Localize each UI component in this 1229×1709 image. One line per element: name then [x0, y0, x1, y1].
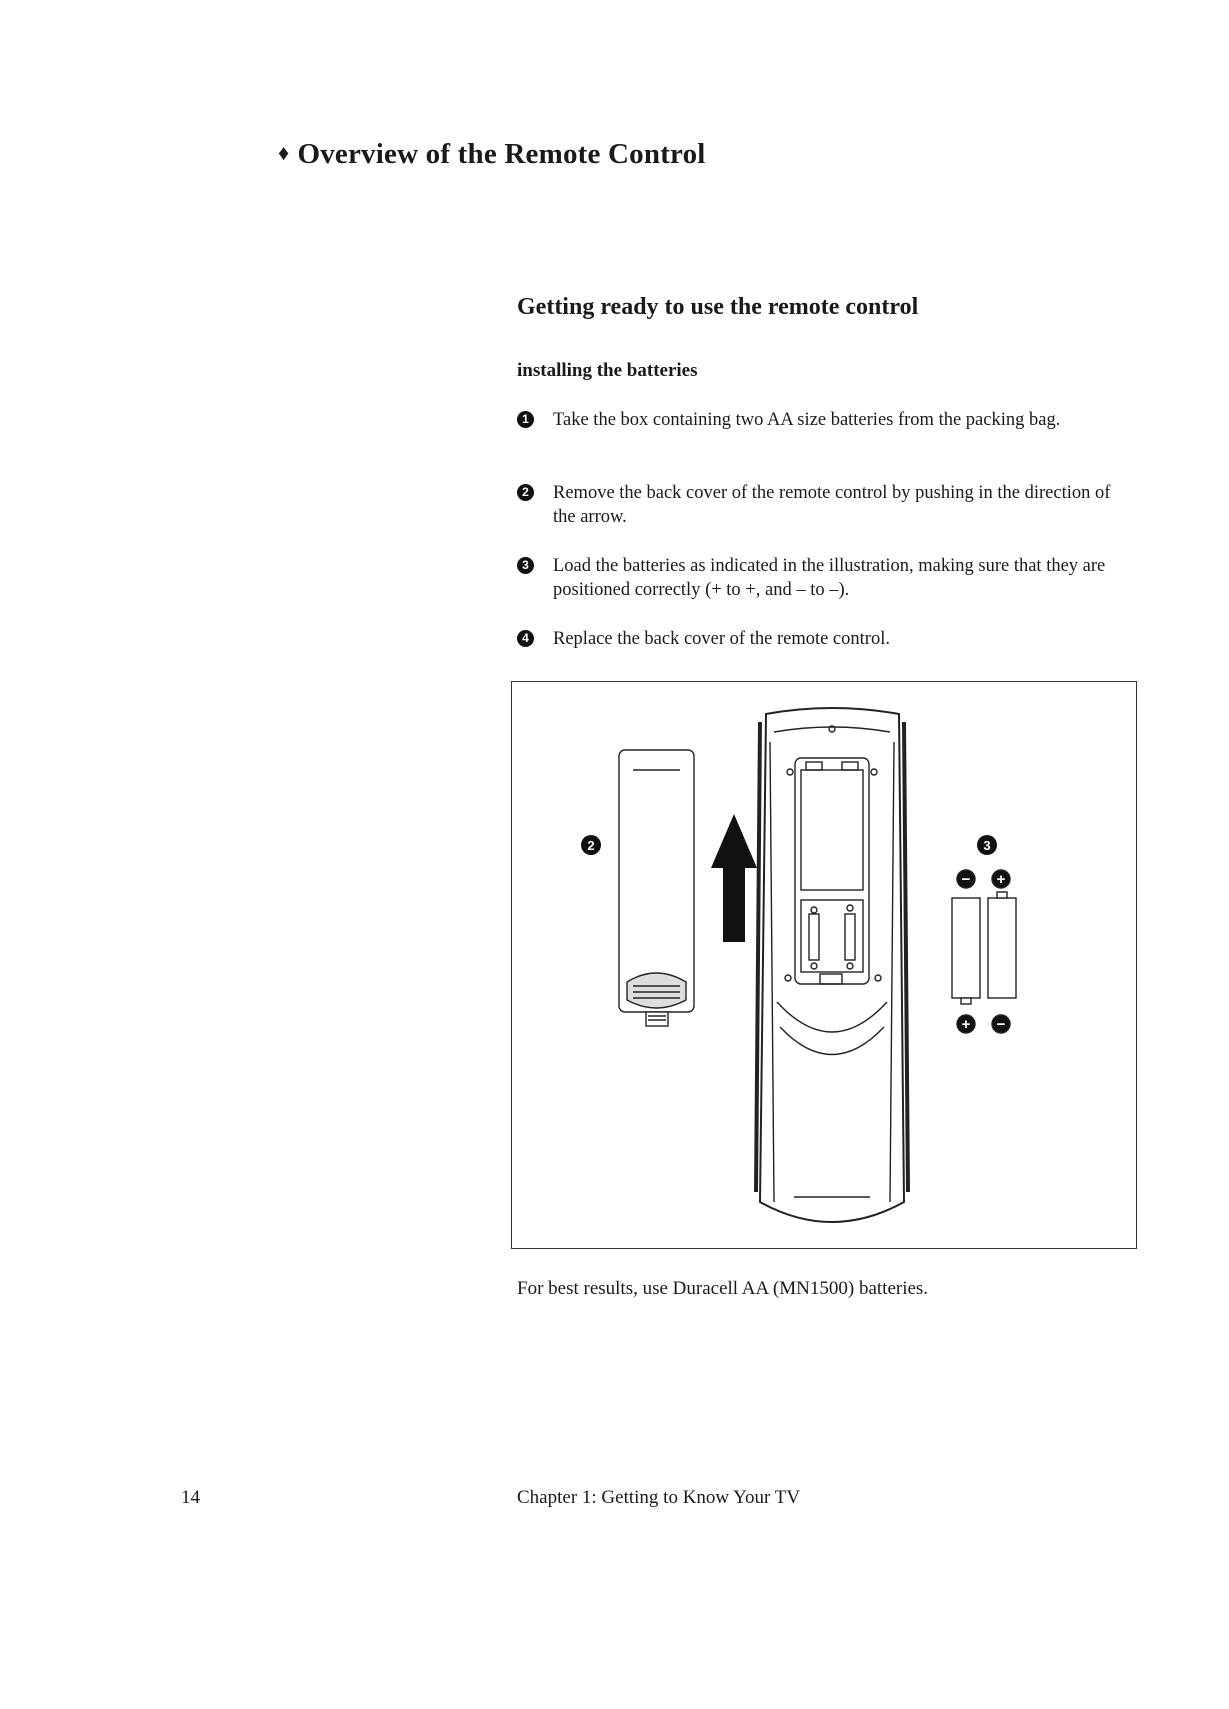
step-number-badge: 4 [517, 630, 534, 647]
push-direction-arrow-icon [711, 814, 757, 942]
battery-illustration [512, 682, 1138, 1250]
diamond-bullet-icon: ♦ [278, 140, 290, 165]
battery-plus-sign-left: + [961, 1016, 971, 1033]
battery-note: For best results, use Duracell AA (MN1500) batteries. [517, 1278, 929, 1299]
footer-chapter: Chapter 1: Getting to Know Your TV [517, 1487, 801, 1508]
step-number-badge: 1 [517, 411, 534, 428]
step-number-badge: 3 [517, 557, 534, 574]
sub-heading: installing the batteries [517, 360, 698, 381]
page-title [278, 138, 706, 171]
remote-control-body [756, 708, 908, 1222]
battery-minus-sign-right: − [996, 1016, 1006, 1033]
step-text: Take the box containing two AA size batteries from the packing bag. [553, 410, 1061, 430]
callout-batteries-label: 3 [983, 838, 991, 853]
battery-installation-figure [511, 681, 1137, 1249]
section-heading: Getting ready to use the remote control [517, 294, 919, 320]
battery-minus-sign-left: − [961, 871, 971, 888]
step-text: Remove the back cover of the remote control by pushing in the direction of the arrow. [553, 483, 1111, 527]
callout-cover-label: 2 [587, 838, 595, 853]
battery-plus-sign-right: + [996, 871, 1006, 888]
step-number-badge: 2 [517, 484, 534, 501]
step-text: Replace the back cover of the remote control. [553, 629, 890, 649]
page-title-text: Overview of the Remote Control [297, 138, 706, 170]
back-cover [619, 750, 694, 1026]
page-number: 14 [181, 1487, 200, 1508]
aa-batteries [952, 870, 1016, 1033]
step-text: Load the batteries as indicated in the illustration, making sure that they are positioned correctly (+ to +, and – to –). [553, 556, 1106, 600]
